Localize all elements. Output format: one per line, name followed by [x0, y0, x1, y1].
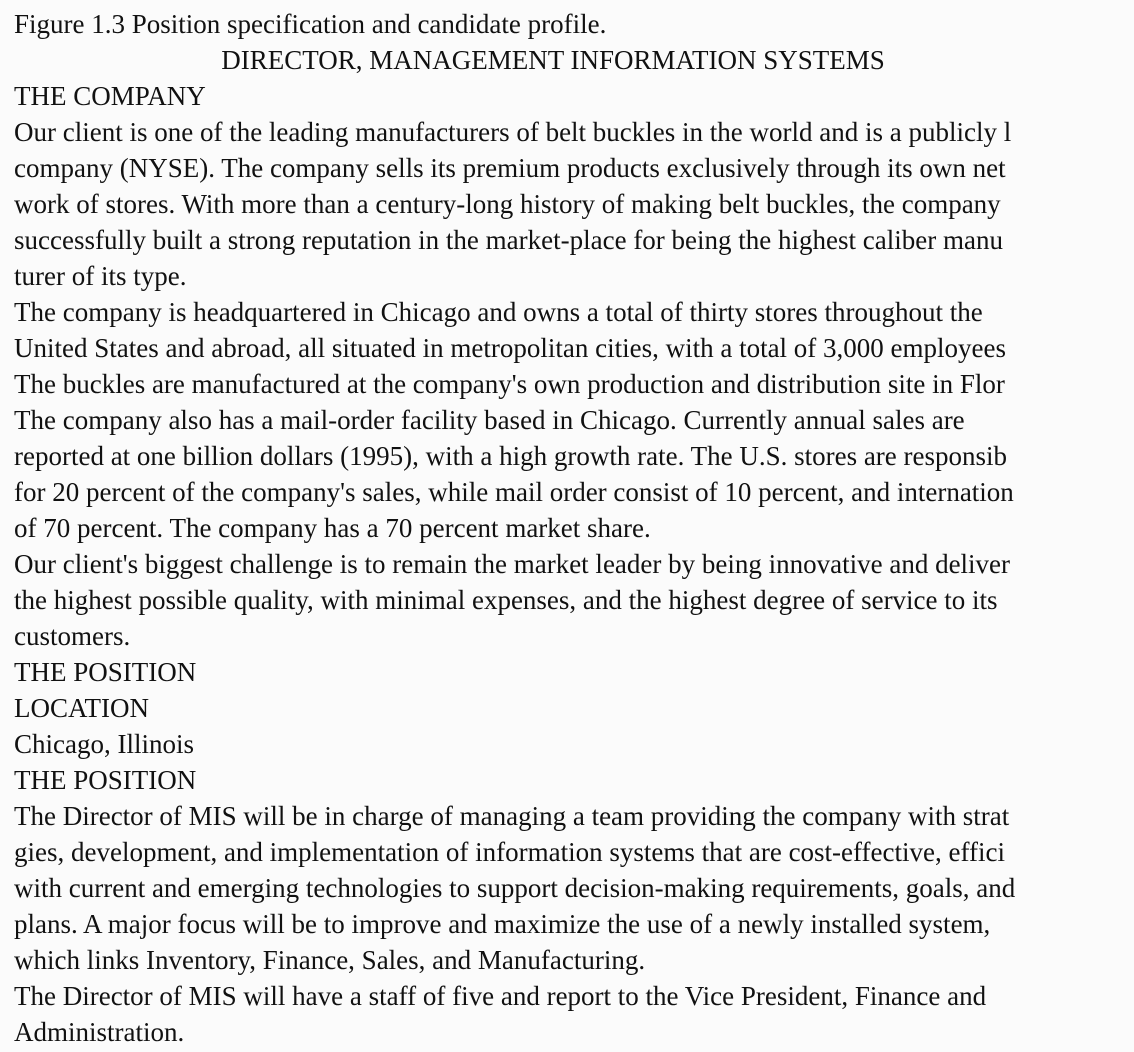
position-paragraph-2	[14, 978, 1120, 1050]
text-line: Our client is one of the leading manufacturers of belt buckles in the world and is a publicly l	[14, 117, 1012, 147]
text-line: The buckles are manufactured at the company's own production and distribution site in Flor	[14, 369, 1005, 399]
text-line: customers.	[14, 621, 131, 651]
text-line: for 20 percent of the company's sales, while mail order consist of 10 percent, and internation	[14, 477, 1014, 507]
location-value: Chicago, Illinois	[14, 729, 194, 759]
text-line: The Director of MIS will be in charge of managing a team providing the company with strat	[14, 801, 1010, 831]
company-paragraph-1	[14, 114, 1120, 294]
text-line: Administration.	[14, 1017, 185, 1047]
location-heading: LOCATION	[14, 693, 149, 723]
text-line: of 70 percent. The company has a 70 percent market share.	[14, 513, 651, 543]
section-heading-position: THE POSITION	[14, 657, 197, 687]
text-line: successfully built a strong reputation in the market-place for being the highest caliber manu	[14, 225, 1003, 255]
text-line: The company also has a mail-order facility based in Chicago. Currently annual sales are	[14, 405, 965, 435]
text-line: company (NYSE). The company sells its premium products exclusively through its own net	[14, 153, 1006, 183]
section-heading-company: THE COMPANY	[14, 81, 206, 111]
text-line: which links Inventory, Finance, Sales, and Manufacturing.	[14, 945, 646, 975]
position-paragraph-1	[14, 798, 1120, 978]
text-line: Our client's biggest challenge is to remain the market leader by being innovative and deliver	[14, 549, 1011, 579]
company-paragraph-3	[14, 546, 1120, 654]
text-line: with current and emerging technologies to support decision-making requirements, goals, and	[14, 873, 1016, 903]
text-line: The company is headquartered in Chicago and owns a total of thirty stores throughout the	[14, 297, 983, 327]
text-line: United States and abroad, all situated in metropolitan cities, with a total of 3,000 employees	[14, 333, 1007, 363]
text-line: plans. A major focus will be to improve and maximize the use of a newly installed system,	[14, 909, 991, 939]
figure-caption: Figure 1.3 Position specification and candidate profile.	[14, 9, 607, 39]
document-page	[14, 6, 1120, 1050]
text-line: The Director of MIS will have a staff of five and report to the Vice President, Finance and	[14, 981, 987, 1011]
text-line: reported at one billion dollars (1995), with a high growth rate. The U.S. stores are responsib	[14, 441, 1008, 471]
text-line: work of stores. With more than a century-long history of making belt buckles, the company	[14, 189, 1001, 219]
document-title: DIRECTOR, MANAGEMENT INFORMATION SYSTEMS	[221, 45, 885, 75]
company-paragraph-2	[14, 294, 1120, 546]
text-line: turer of its type.	[14, 261, 187, 291]
text-line: the highest possible quality, with minimal expenses, and the highest degree of service to its	[14, 585, 998, 615]
position-subheading: THE POSITION	[14, 765, 197, 795]
text-line: gies, development, and implementation of information systems that are cost-effective, effici	[14, 837, 1005, 867]
